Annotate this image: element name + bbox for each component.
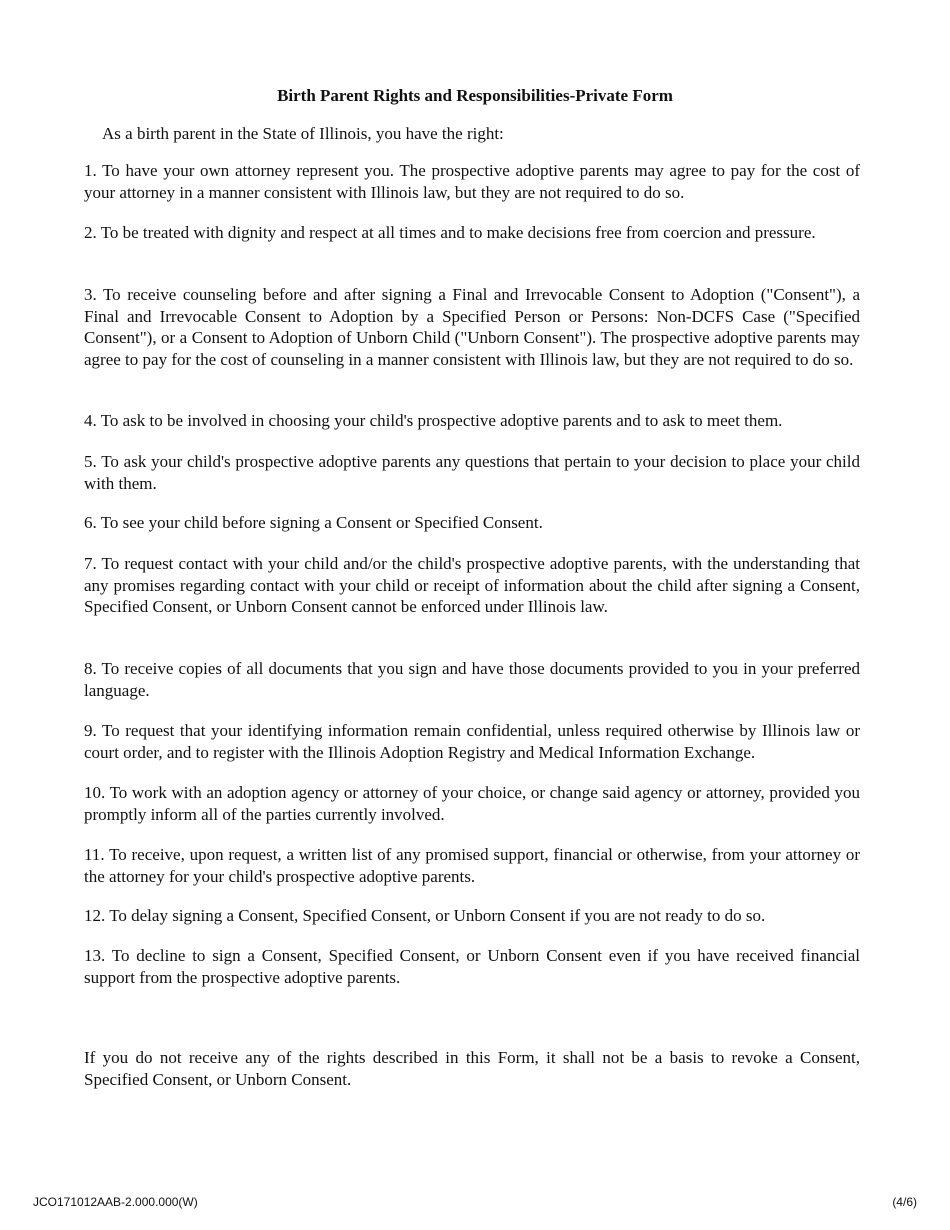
- right-item-4: 4. To ask to be involved in choosing your child's prospective adoptive parents and to ask to meet them.: [84, 411, 783, 430]
- right-item-12: 12. To delay signing a Consent, Specified Consent, or Unborn Consent if you are not ready to do so.: [84, 906, 766, 925]
- right-item-5: 5. To ask your child's prospective adoptive parents any questions that pertain to your decision to place your child with them.: [84, 452, 860, 493]
- right-item-10: 10. To work with an adoption agency or attorney of your choice, or change said agency or attorney, provided you promptly inform all of the parties currently involved.: [84, 783, 860, 824]
- right-item-3: 3. To receive counseling before and after signing a Final and Irrevocable Consent to Adoption ("Consent"), a Final and Irrevocable Consent to Adoption by a Specified Person or Persons: Non-DCFS Case ("Specified Consent"), or a Consent to Adoption of Unborn Child ("Unborn Consent"). The prospective adoptive parents may agree to pay for the cost of counseling in a manner consistent with Illinois law, but they are not required to do so.: [84, 285, 860, 369]
- right-item-7: 7. To request contact with your child and/or the child's prospective adoptive parents, with the understanding that any promises regarding contact with your child or receipt of information about the child after signing a Consent, Specified Consent, or Unborn Consent cannot be enforced under Illinois law.: [84, 554, 860, 616]
- footer-page-indicator: (4/6): [892, 1195, 917, 1209]
- right-item-6: 6. To see your child before signing a Consent or Specified Consent.: [84, 513, 543, 532]
- closing-statement: If you do not receive any of the rights described in this Form, it shall not be a basis to revoke a Consent, Specified Consent, or Unborn Consent.: [84, 1048, 860, 1089]
- document-title: Birth Parent Rights and Responsibilities-Private Form: [277, 86, 673, 105]
- footer-form-code: JCO171012AAB-2.000.000(W): [33, 1195, 198, 1209]
- right-item-9: 9. To request that your identifying information remain confidential, unless required otherwise by Illinois law or court order, and to register with the Illinois Adoption Registry and Medical Information Exchange.: [84, 721, 860, 762]
- right-item-2: 2. To be treated with dignity and respect at all times and to make decisions free from coercion and pressure.: [84, 223, 816, 242]
- right-item-11: 11. To receive, upon request, a written list of any promised support, financial or otherwise, from your attorney or the attorney for your child's prospective adoptive parents.: [84, 845, 860, 886]
- intro-text: As a birth parent in the State of Illinois, you have the right:: [102, 124, 504, 143]
- right-item-13: 13. To decline to sign a Consent, Specified Consent, or Unborn Consent even if you have received financial support from the prospective adoptive parents.: [84, 946, 860, 987]
- right-item-1: 1. To have your own attorney represent you. The prospective adoptive parents may agree to pay for the cost of your attorney in a manner consistent with Illinois law, but they are not required to do so.: [84, 161, 860, 202]
- right-item-8: 8. To receive copies of all documents that you sign and have those documents provided to you in your preferred language.: [84, 659, 860, 700]
